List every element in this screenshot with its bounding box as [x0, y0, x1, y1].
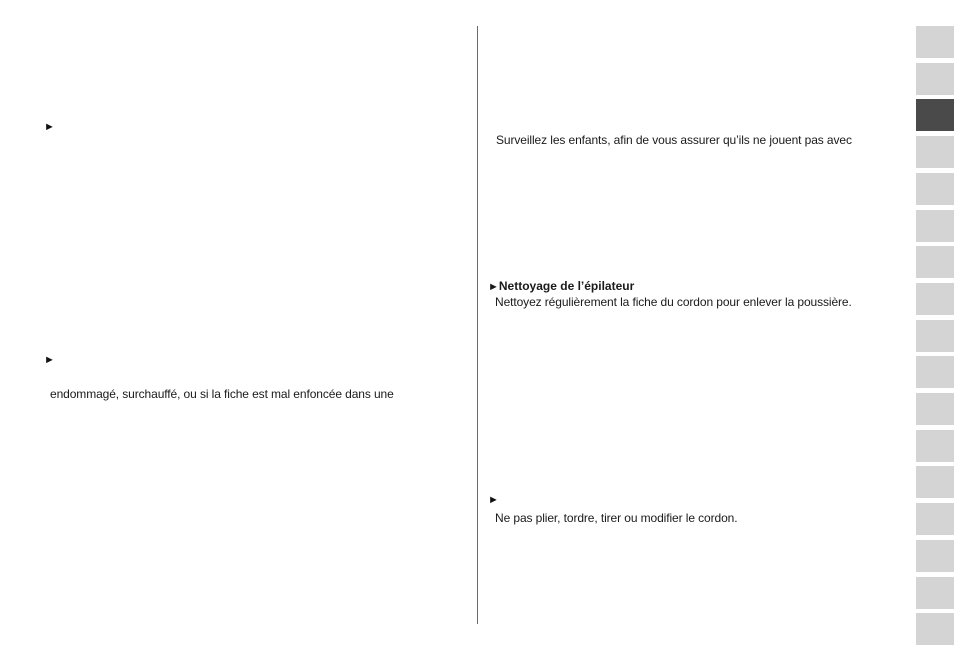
bullet-arrow-icon: ►: [44, 121, 55, 133]
section-heading: [488, 279, 634, 295]
column-divider: [477, 26, 478, 624]
language-tab[interactable]: [916, 283, 954, 315]
language-tab[interactable]: [916, 503, 954, 535]
language-tab[interactable]: [916, 430, 954, 462]
bullet-arrow-icon: ►: [44, 354, 55, 366]
language-tab[interactable]: [916, 63, 954, 95]
language-tab[interactable]: [916, 26, 954, 58]
language-tab-active[interactable]: [916, 99, 954, 131]
language-tab[interactable]: [916, 577, 954, 609]
language-tab[interactable]: [916, 246, 954, 278]
right-paragraph-cleaning: Nettoyez régulièrement la fiche du cordon pour enlever la poussière.: [495, 295, 852, 309]
language-tab[interactable]: [916, 136, 954, 168]
language-tab[interactable]: [916, 173, 954, 205]
language-tab[interactable]: [916, 613, 954, 645]
heading-arrow-icon: ►: [488, 281, 499, 293]
bullet-arrow-icon: ►: [488, 494, 499, 506]
language-tab[interactable]: [916, 320, 954, 352]
right-paragraph-warning: Surveillez les enfants, afin de vous assurer qu’ils ne jouent pas avec: [496, 133, 852, 147]
language-tab[interactable]: [916, 466, 954, 498]
section-heading-text: Nettoyage de l’épilateur: [498, 279, 635, 293]
right-paragraph-cord: Ne pas plier, tordre, tirer ou modifier le cordon.: [495, 511, 738, 525]
language-tab[interactable]: [916, 210, 954, 242]
left-paragraph: endommagé, surchauffé, ou si la fiche est mal enfoncée dans une: [50, 387, 394, 401]
language-tab[interactable]: [916, 393, 954, 425]
language-tab[interactable]: [916, 356, 954, 388]
language-tab[interactable]: [916, 540, 954, 572]
